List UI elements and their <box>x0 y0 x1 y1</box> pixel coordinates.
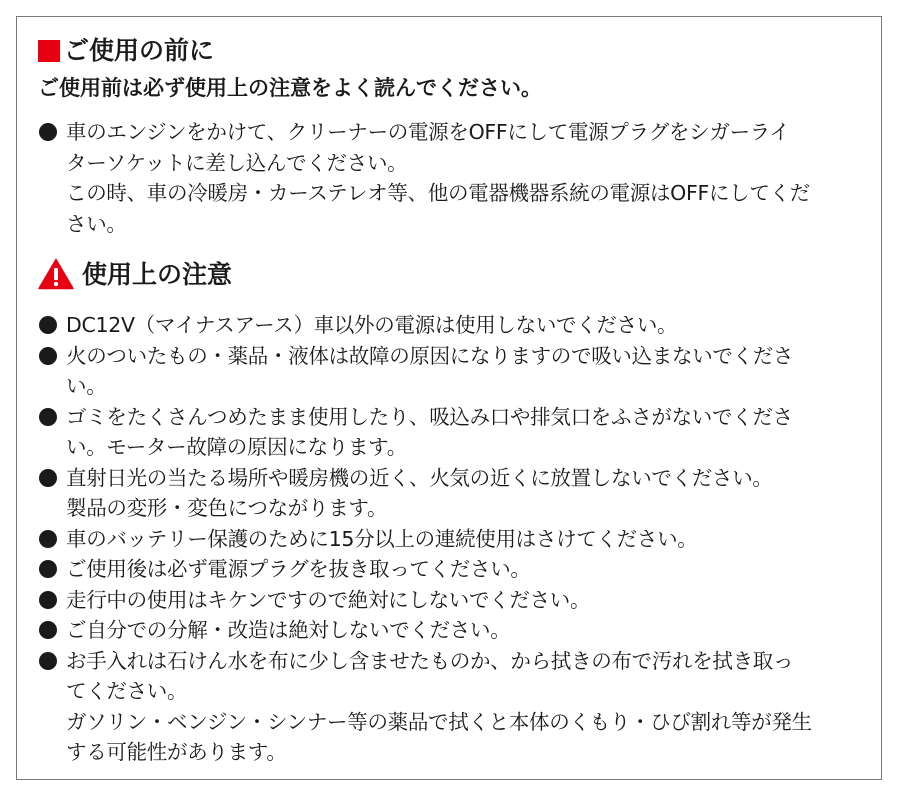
before-use-list <box>38 117 874 239</box>
cautions-list <box>38 310 874 768</box>
list-item-text-line: 車のエンジンをかけて、クリーナーの電源をOFFにして電源プラグをシガーライ <box>66 120 790 144</box>
bullet-dot-icon <box>39 469 57 487</box>
list-item-text-line: する可能性があります。 <box>66 740 287 764</box>
list-item-text-line: お手入れは石けん水を布に少し含ませたものか、から拭きの布で汚れを拭き取っ <box>66 648 794 673</box>
list-item-text-line: ターソケットに差し込んでください。 <box>66 150 408 175</box>
bullet-dot-icon <box>39 123 57 141</box>
warning-icon <box>38 258 74 290</box>
list-item-text-line: てください。 <box>66 679 188 703</box>
list-item-text-line: い。 <box>66 374 107 398</box>
list-item <box>38 554 874 585</box>
list-item-text-line: 直射日光の当たる場所や暖房機の近く、火気の近くに放置しないでください。 <box>66 465 773 490</box>
list-item-text-line: DC12V（マイナスアース）車以外の電源は使用しないでください。 <box>66 313 678 337</box>
red-square-icon <box>38 40 60 62</box>
list-item <box>38 615 874 646</box>
list-item <box>38 341 874 402</box>
before-use-intro: ご使用前は必ず使用上の注意をよく読んでください。 <box>38 76 542 100</box>
list-item <box>38 463 874 524</box>
bullet-dot-icon <box>39 591 57 609</box>
list-item <box>38 585 874 616</box>
list-item-text-line: ご自分での分解・改造は絶対しないでください。 <box>66 618 511 642</box>
list-item <box>38 524 874 555</box>
bullet-dot-icon <box>39 621 57 639</box>
list-item <box>38 646 874 768</box>
list-item <box>38 402 874 463</box>
bullet-dot-icon <box>39 347 57 365</box>
list-item-text-line: さい。 <box>66 211 127 236</box>
list-item-text-line: ガソリン・ベンジン・シンナー等の薬品で拭くと本体のくもり・ひび割れ等が発生 <box>66 709 812 734</box>
bullet-dot-icon <box>39 316 57 334</box>
before-use-title: ご使用の前に <box>64 36 215 65</box>
list-item <box>38 117 874 239</box>
list-item-text-line: ゴミをたくさんつめたまま使用したり、吸込み口や排気口をふさがないでくださ <box>66 404 793 429</box>
list-item-text-line: ご使用後は必ず電源プラグを抜き取ってください。 <box>66 557 531 581</box>
bullet-dot-icon <box>39 408 57 426</box>
cautions-title: 使用上の注意 <box>82 259 233 289</box>
cautions-heading <box>38 258 232 290</box>
before-use-heading <box>38 38 214 63</box>
bullet-dot-icon <box>39 560 57 578</box>
list-item-text-line: い。モーター故障の原因になります。 <box>66 435 407 459</box>
list-item-text-line: 走行中の使用はキケンですので絶対にしないでください。 <box>66 587 591 612</box>
list-item-text-line: 火のついたもの・薬品・液体は故障の原因になりますので吸い込まないでくださ <box>66 343 794 368</box>
list-item-text-line: この時、車の冷暖房・カーステレオ等、他の電器機器系統の電源はOFFにしてくだ <box>66 181 810 205</box>
list-item-text-line: 製品の変形・変色につながります。 <box>66 496 388 520</box>
list-item-text-line: 車のバッテリー保護のために15分以上の連続使用はさけてください。 <box>66 526 698 551</box>
list-item <box>38 310 874 341</box>
bullet-dot-icon <box>39 530 57 548</box>
bullet-dot-icon <box>39 652 57 670</box>
